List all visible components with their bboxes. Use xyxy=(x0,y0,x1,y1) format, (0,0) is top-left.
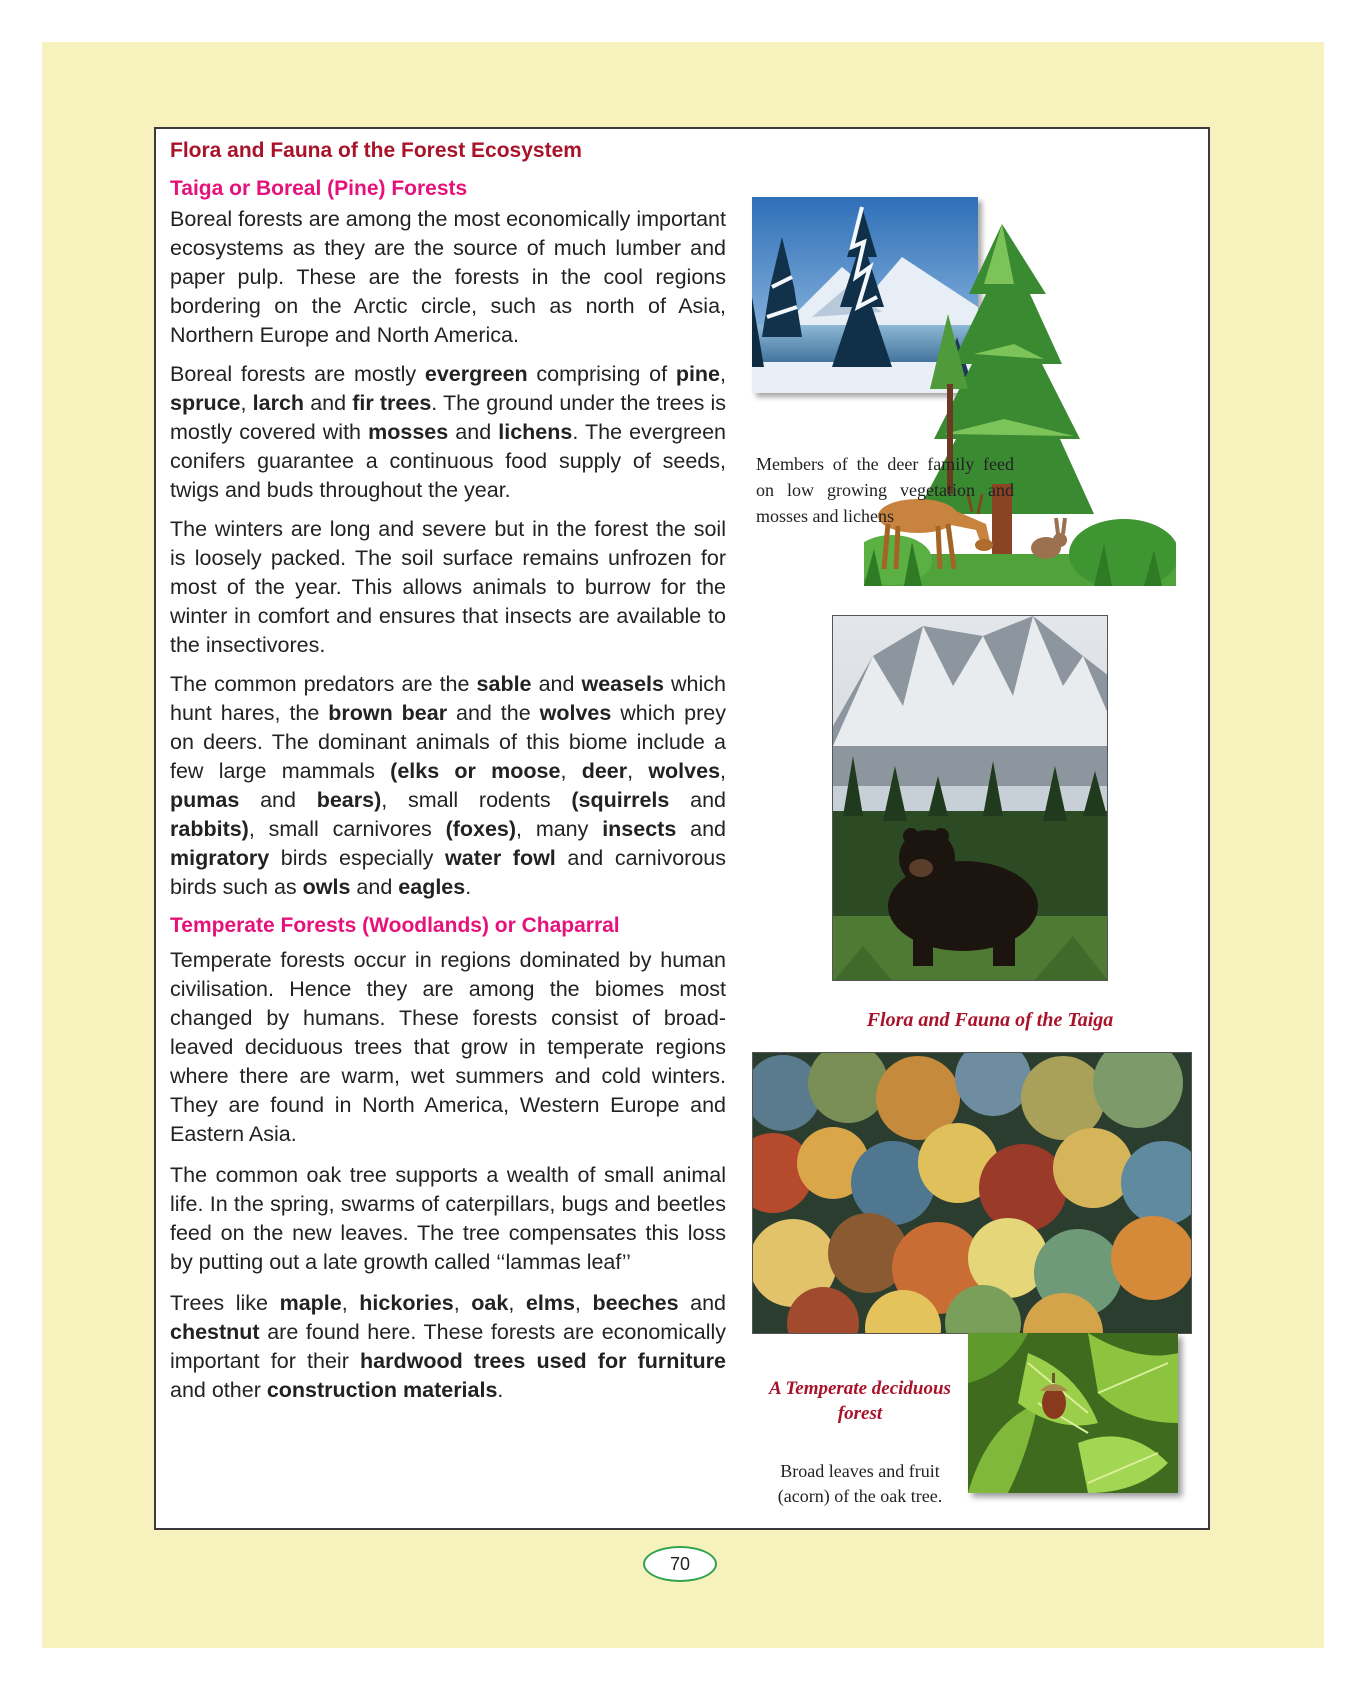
text-run: comprising of xyxy=(527,362,676,386)
bold-term: insects xyxy=(602,817,677,841)
bold-term: hardwood trees used for furniture xyxy=(360,1349,726,1373)
bold-term: weasels xyxy=(581,672,664,696)
taiga-bear-image xyxy=(832,615,1108,981)
bold-term: beeches xyxy=(592,1291,679,1315)
bold-term: oak xyxy=(471,1291,509,1315)
temperate-paragraph-1: Temperate forests occur in regions dominated by human civilisation. Hence they are among the biomes most changed by humans. These forests consist of broad-leaved deciduous trees that grow in temperate regions where there are warm, wet summers and cold winters. They are found in North America, Western Europe and Eastern Asia. xyxy=(170,948,726,1146)
bold-term: evergreen xyxy=(424,362,528,386)
text-run: The common predators are the xyxy=(170,672,477,696)
bold-term: construction materials xyxy=(266,1378,498,1402)
text-run: and xyxy=(676,817,726,841)
text-run: and xyxy=(304,391,353,415)
text-run: are found here. These forests are economically important for their xyxy=(170,1320,726,1373)
text-run: , xyxy=(627,759,649,783)
bold-term: larch xyxy=(252,391,305,415)
temperate-caption: A Temperate deciduous forest xyxy=(769,1378,951,1424)
bold-term: wolves xyxy=(648,759,721,783)
bold-term: migratory xyxy=(170,846,270,870)
text-run: , xyxy=(720,362,726,386)
temperate-forest-image xyxy=(752,1052,1192,1334)
text-run: and carnivorous birds such as xyxy=(170,846,726,899)
text-run: . xyxy=(465,875,472,899)
bold-term: brown bear xyxy=(328,701,448,725)
taiga-paragraph-2 xyxy=(170,360,726,505)
oak-caption: Broad leaves and fruit (acorn) of the oak tree. xyxy=(777,1461,943,1506)
bold-term: chestnut xyxy=(170,1320,260,1344)
text-run: and the xyxy=(447,701,540,725)
temperate-heading: Temperate Forests (Woodlands) or Chaparral xyxy=(170,914,620,937)
text-run: . xyxy=(497,1378,504,1402)
bold-term: deer xyxy=(581,759,628,783)
taiga-caption: Flora and Fauna of the Taiga xyxy=(866,1009,1114,1031)
text-column xyxy=(170,137,726,1415)
text-run: , xyxy=(574,1291,593,1315)
text-run: and xyxy=(448,420,499,444)
text-run: , xyxy=(341,1291,360,1315)
page-number: 70 xyxy=(643,1546,717,1582)
bold-term: maple xyxy=(279,1291,342,1315)
taiga-paragraph-4 xyxy=(170,670,726,902)
text-run: . The ground under the trees is mostly covered with xyxy=(170,391,727,444)
text-run: Trees like xyxy=(170,1291,280,1315)
deer-caption: Members of the deer family feed on low growing vegetation and mosses and lichens xyxy=(756,454,1014,526)
bold-term: hickories xyxy=(359,1291,454,1315)
text-run: and other xyxy=(170,1378,267,1402)
text-run: , small carnivores xyxy=(248,817,446,841)
bold-term: owls xyxy=(302,875,351,899)
content-frame xyxy=(154,127,1210,1530)
text-run: , xyxy=(560,759,582,783)
text-run: , small rodents xyxy=(381,788,572,812)
bold-term: (foxes) xyxy=(445,817,517,841)
bold-term: (elks or moose xyxy=(390,759,561,783)
temperate-paragraph-2: The common oak tree supports a wealth of small animal life. In the spring, swarms of caterpillars, bugs and beetles feed on the new leaves. The tree compensates this loss by putting out a late growth called ‘‘lammas leaf’’ xyxy=(170,1163,726,1274)
bold-term: wolves xyxy=(539,701,612,725)
taiga-paragraph-1: Boreal forests are among the most economically important ecosystems as they are the source of much lumber and paper pulp. These are the forests in the cool regions bordering on the Arctic circle, such as north of Asia, Northern Europe and North America. xyxy=(170,207,726,347)
text-run: and xyxy=(669,788,726,812)
bold-term: pine xyxy=(675,362,721,386)
bold-term: lichens xyxy=(498,420,573,444)
section-heading: Flora and Fauna of the Forest Ecosystem xyxy=(170,139,582,162)
bold-term: (squirrels xyxy=(571,788,670,812)
text-run: which prey on deers. The dominant animals of this biome include a few large mammals xyxy=(170,701,726,783)
bold-term: eagles xyxy=(398,875,466,899)
text-run: which hunt hares, the xyxy=(170,672,726,725)
text-run: , xyxy=(508,1291,526,1315)
bold-term: fir trees xyxy=(352,391,432,415)
bold-term: mosses xyxy=(368,420,449,444)
text-run: and xyxy=(350,875,399,899)
oak-leaves-acorn-image xyxy=(968,1333,1178,1493)
taiga-heading: Taiga or Boreal (Pine) Forests xyxy=(170,177,468,200)
text-run: Boreal forests are mostly xyxy=(170,362,425,386)
bold-term: sable xyxy=(476,672,532,696)
temperate-paragraph-3 xyxy=(170,1289,726,1405)
text-run: , xyxy=(240,391,253,415)
bold-term: elms xyxy=(525,1291,575,1315)
taiga-paragraph-3: The winters are long and severe but in the forest the soil is loosely packed. The soil surface remains unfrozen for most of the year. This allows animals to burrow for the winter in comfort and ensures that insects are available to the insectivores. xyxy=(170,517,726,657)
bold-term: rabbits) xyxy=(170,817,249,841)
bold-term: water fowl xyxy=(445,846,556,870)
text-run: and xyxy=(239,788,317,812)
text-run: , many xyxy=(516,817,603,841)
text-run: . The evergreen conifers guarantee a continuous food supply of seeds, twigs and buds throughout the year. xyxy=(170,420,726,502)
text-run: and xyxy=(531,672,582,696)
bold-term: pumas xyxy=(170,788,240,812)
bold-term: spruce xyxy=(170,391,241,415)
pine-tree-deer-illustration xyxy=(864,224,1176,586)
text-run: , xyxy=(453,1291,472,1315)
text-run: birds especially xyxy=(269,846,446,870)
text-run: and xyxy=(678,1291,726,1315)
bold-term: bears) xyxy=(316,788,382,812)
text-run: , xyxy=(720,759,727,783)
